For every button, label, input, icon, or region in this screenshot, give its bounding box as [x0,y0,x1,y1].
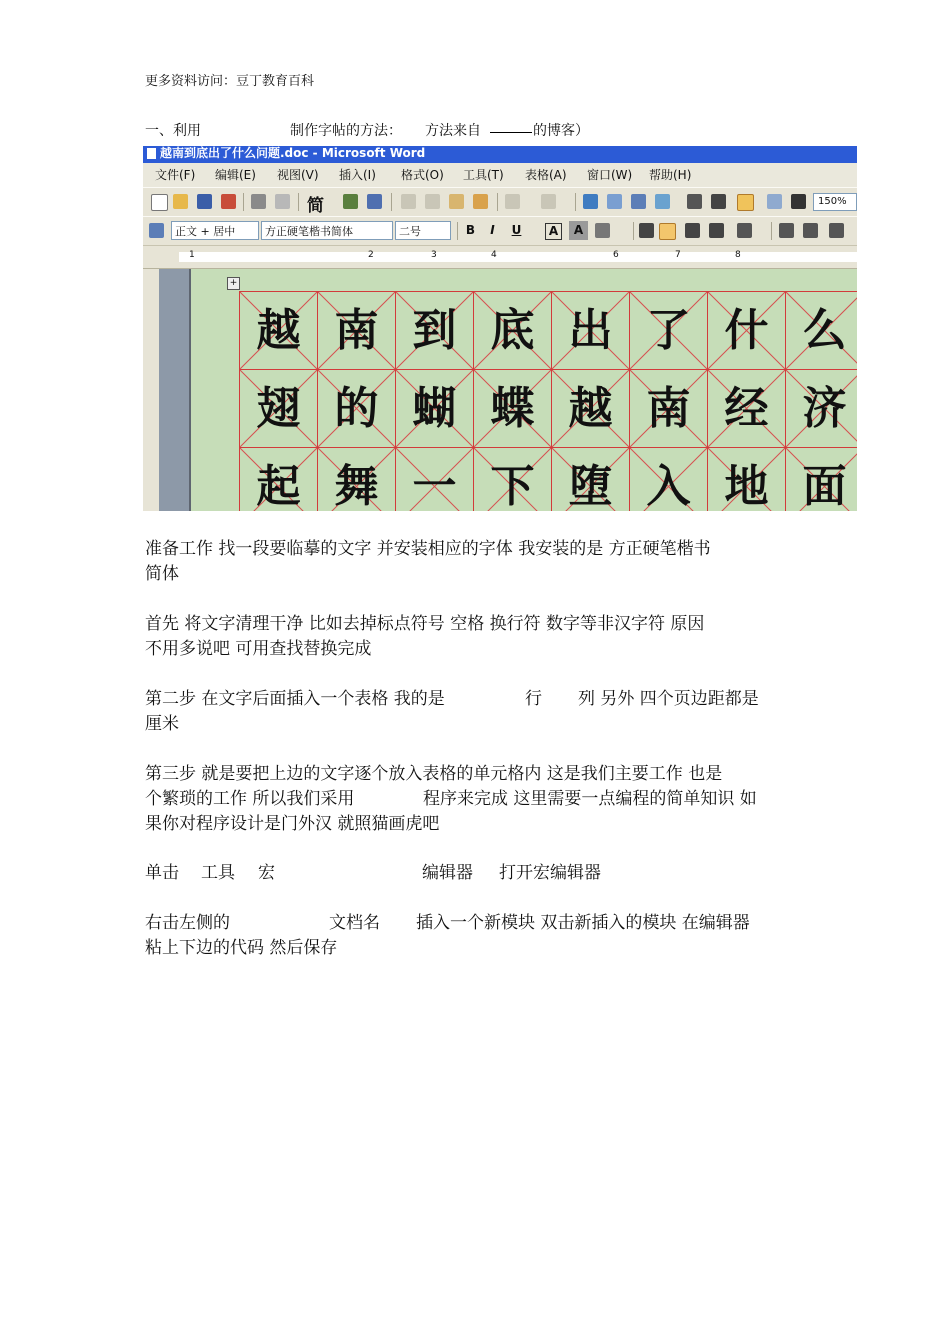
page-margin-area [159,269,191,511]
align-center-icon[interactable] [659,223,676,240]
grid-cell[interactable] [552,448,630,511]
table-move-handle[interactable]: + [227,277,240,290]
paragraph-step1 [145,612,815,662]
toolbar-separator [243,193,244,211]
grid-cell[interactable] [474,370,552,448]
permission-icon[interactable] [221,194,236,209]
grid-cell[interactable] [786,448,857,511]
char-scale-icon[interactable] [595,223,610,238]
toolbar-separator [771,222,772,240]
standard-toolbar [143,187,857,217]
paragraph-part: 编辑器 [422,863,473,883]
grid-character: 经 [724,383,769,434]
font-dropdown[interactable]: 方正硬笔楷书简体 [261,221,393,240]
paragraph-macro-menu [145,861,815,886]
char-border-icon[interactable]: A [545,223,562,240]
grid-character: 么 [802,305,847,356]
title-part-1: 一、利用 [145,123,201,139]
horizontal-ruler[interactable] [143,246,857,269]
grid-cell[interactable] [708,370,786,448]
ruler-number: 2 [368,250,374,260]
decrease-indent-icon[interactable] [829,223,844,238]
paragraph-prep [145,537,815,587]
menu-tools[interactable]: 工具(T) [463,168,504,182]
toolbar-separator [391,193,392,211]
vertical-ruler[interactable] [143,269,159,511]
toolbar-separator [497,193,498,211]
redo-icon[interactable] [541,194,556,209]
paste-icon[interactable] [449,194,464,209]
paragraph-part: 粘上下边的代码 然后保存 [145,938,338,958]
paragraph-part: 行 [525,689,542,709]
document-icon [147,148,156,159]
grid-character: 到 [412,305,457,356]
align-right-icon[interactable] [685,223,700,238]
header-link-text: 更多资料访问：豆丁教育百科 [145,74,315,89]
paragraph-line: 准备工作 找一段要临摹的文字 并安装相应的字体 我安装的是 方正硬笔楷书 [145,539,711,559]
menu-file[interactable]: 文件(F) [155,168,196,182]
ruler-number: 1 [189,250,195,260]
grid-cell[interactable] [240,292,318,370]
paragraph-part: 宏 [258,863,275,883]
paragraph-part: 果你对程序设计是门外汉 就照猫画虎吧 [145,814,440,834]
paragraph-part: 打开宏编辑器 [499,863,601,883]
distribute-icon[interactable] [709,223,724,238]
styles-formatting-icon[interactable] [149,223,164,238]
window-titlebar [143,146,857,163]
print-icon[interactable] [251,194,266,209]
toolbar-separator [298,193,299,211]
grid-character: 地 [724,461,769,511]
show-hide-icon[interactable] [767,194,782,209]
grid-cell[interactable] [552,292,630,370]
title-blank [490,120,532,137]
read-icon[interactable] [791,194,806,209]
grid-character: 南 [334,305,379,356]
ruler-number: 6 [613,250,619,260]
columns-icon[interactable] [687,194,702,209]
bullets-icon[interactable] [803,223,818,238]
paragraph-part: 程序来完成 这里需要一点编程的简单知识 如 [423,789,757,809]
grid-character: 一 [412,461,457,511]
menu-view[interactable]: 视图(V) [277,168,319,182]
paragraph-part: 右击左侧的 [145,913,230,933]
paragraph-part: 插入一个新模块 双击新插入的模块 在编辑器 [416,913,750,933]
grid-cell[interactable] [318,292,396,370]
undo-icon[interactable] [505,194,520,209]
paragraph-part: 厘米 [145,714,179,734]
grid-cell[interactable] [474,292,552,370]
line-spacing-icon[interactable] [737,223,752,238]
paragraph-step3 [145,762,815,837]
grid-cell[interactable] [396,292,474,370]
paragraph-line: 不用多说吧 可用查找替换完成 [145,639,372,659]
paragraph-part: 第二步 在文字后面插入一个表格 我的是 [145,689,445,709]
menu-help[interactable]: 帮助(H) [649,168,692,182]
grid-cell[interactable] [786,370,857,448]
word-screenshot [143,146,857,511]
cut-icon[interactable] [401,194,416,209]
toolbar-separator [575,193,576,211]
grid-character: 越 [568,383,613,434]
drawing-icon[interactable] [711,194,726,209]
menu-format[interactable]: 格式(O) [401,168,444,182]
formatting-toolbar [143,216,857,246]
menu-table[interactable]: 表格(A) [525,168,567,182]
paragraph-part: 列 另外 四个页边距都是 [578,689,759,709]
paragraph-line: 首先 将文字清理干净 比如去掉标点符号 空格 换行符 数字等非汉字符 原因 [145,614,705,634]
grid-cell[interactable] [396,448,474,511]
grid-cell[interactable] [630,292,708,370]
ruler-number: 7 [675,250,681,260]
grid-cell[interactable] [708,292,786,370]
toolbar-separator [633,222,634,240]
menu-insert[interactable]: 插入(I) [339,168,376,182]
grid-cell[interactable] [240,370,318,448]
grid-character: 越 [256,305,301,356]
grid-character: 入 [646,461,691,511]
paragraph-module [145,911,815,961]
grid-character: 南 [646,383,691,434]
menu-edit[interactable]: 编辑(E) [215,168,256,182]
research-icon[interactable] [367,194,382,209]
grid-cell[interactable] [630,370,708,448]
grid-cell[interactable] [240,448,318,511]
window-title: 越南到底出了什么问题.doc - Microsoft Word [160,146,426,160]
paragraph-part: 单击 [145,863,179,883]
simplified-chinese-button[interactable]: 简 [307,196,324,216]
title-part-4: 的博客） [533,123,589,139]
paragraph-part: 文档名 [329,913,380,933]
paragraph-part: 第三步 就是要把上边的文字逐个放入表格的单元格内 这是我们主要工作 也是 [145,764,723,784]
grid-character: 堕 [568,461,613,511]
spelling-icon[interactable] [343,194,358,209]
hyperlink-icon[interactable] [583,194,598,209]
char-shading-icon[interactable]: A [569,221,588,240]
insert-excel-icon[interactable] [655,194,670,209]
document-map-icon[interactable] [737,194,754,211]
grid-cell[interactable] [318,370,396,448]
grid-character: 的 [334,383,379,434]
save-icon[interactable] [197,194,212,209]
grid-character: 济 [802,383,847,434]
title-part-2: 制作字帖的方法： [290,123,402,139]
grid-character: 蝴 [412,383,457,434]
grid-character: 起 [256,461,301,511]
ruler-number: 3 [431,250,437,260]
copy-icon[interactable] [425,194,440,209]
grid-cell[interactable] [630,448,708,511]
ruler-band [179,252,857,262]
grid-cell[interactable] [552,370,630,448]
grid-character: 下 [490,461,535,511]
paragraph-step2 [145,687,815,737]
paragraph-part: 工具 [201,863,235,883]
new-document-icon[interactable] [151,194,168,211]
grid-character: 底 [490,305,535,356]
numbering-icon[interactable] [779,223,794,238]
grid-cell[interactable] [396,370,474,448]
paragraph-line: 简体 [145,564,179,584]
grid-character: 什 [724,305,769,356]
grid-cell[interactable] [474,448,552,511]
font-size-dropdown[interactable]: 二号 [395,221,451,240]
tables-borders-icon[interactable] [607,194,622,209]
format-painter-icon[interactable] [473,194,488,209]
toolbar-separator [457,222,458,240]
grid-cell[interactable] [786,292,857,370]
open-folder-icon[interactable] [173,194,188,209]
zoom-box[interactable]: 150% [813,193,857,211]
grid-character: 蝶 [490,383,535,434]
ruler-number: 4 [491,250,497,260]
menu-bar [143,163,857,187]
title-part-3: 方法来自 [425,123,481,139]
bold-icon[interactable]: B [465,223,476,237]
underline-icon[interactable]: U [511,223,522,237]
grid-character: 面 [802,461,847,511]
insert-table-icon[interactable] [631,194,646,209]
practice-grid-table [239,291,857,511]
ruler-number: 8 [735,250,741,260]
style-dropdown[interactable]: 正文 + 居中 [171,221,259,240]
grid-cell[interactable] [318,448,396,511]
grid-cell[interactable] [708,448,786,511]
align-justify-icon[interactable] [639,223,654,238]
grid-character: 了 [646,305,691,356]
italic-icon[interactable]: I [490,223,495,237]
grid-character: 翅 [256,383,301,434]
print-preview-icon[interactable] [275,194,290,209]
grid-character: 出 [568,305,613,356]
menu-window[interactable]: 窗口(W) [587,168,633,182]
paragraph-part: 个繁琐的工作 所以我们采用 [145,789,355,809]
document-page [191,269,857,511]
grid-character: 舞 [334,461,379,511]
